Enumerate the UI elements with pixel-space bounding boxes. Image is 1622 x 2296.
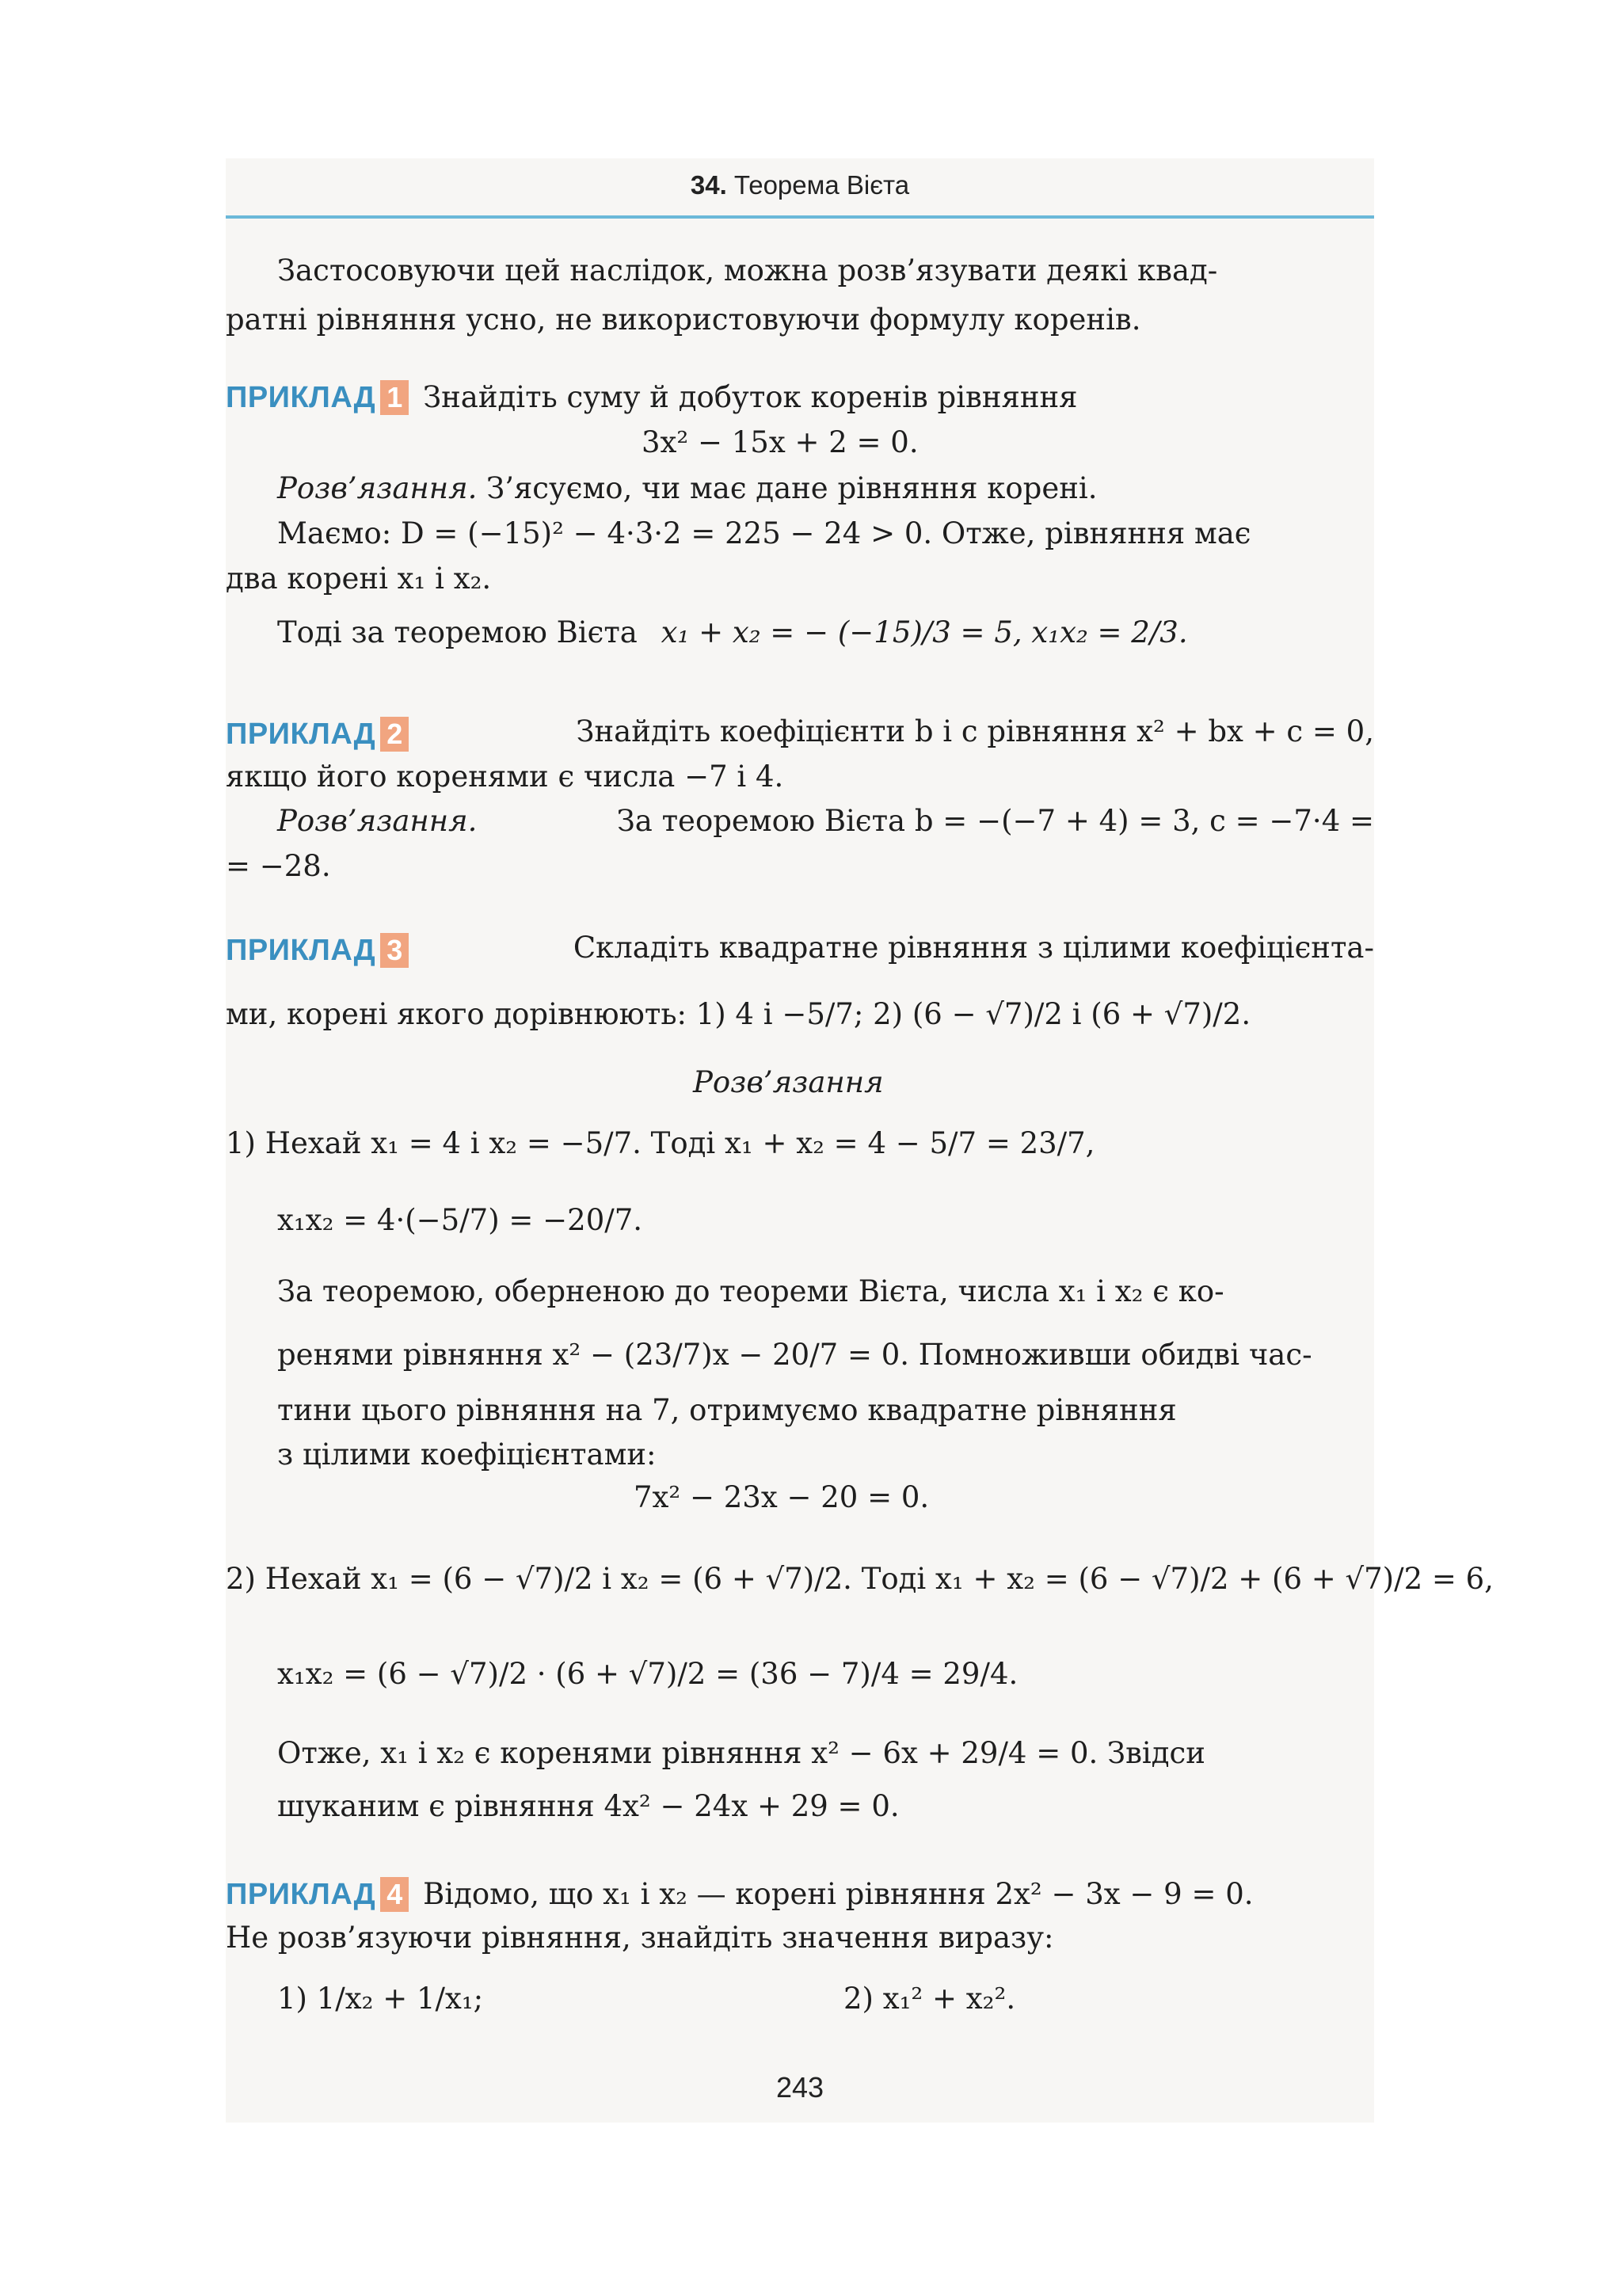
part-1-line-6: з цілими коефіцієнтами:	[277, 1437, 657, 1472]
example-4-task: Відомо, що x₁ і x₂ — корені рівняння 2x² − 3x − 9 = 0.	[423, 1877, 1254, 1911]
example-4-item-1: 1) 1/x₂ + 1/x₁;	[277, 1982, 484, 2016]
example-label: ПРИКЛАД	[226, 934, 376, 967]
vieta-formulas: x₁ + x₂ = − (−15)/3 = 5, x₁x₂ = 2/3.	[661, 615, 1188, 649]
part-1-line-3: За теоремою, оберненою до теореми Вієта, числа x₁ і x₂ є ко-	[277, 1274, 1224, 1308]
part-2-line-1: 2) Нехай x₁ = (6 − √7)/2 і x₂ = (6 + √7)/2. Тоді x₁ + x₂ = (6 − √7)/2 + (6 + √7)/2 = 6,	[226, 1562, 1494, 1596]
example-2-solution: Розв’язання. За теоремою Вієта b = −(−7 + 4) = 3, c = −7·4 =	[277, 804, 1374, 838]
part-2-line-3: Отже, x₁ і x₂ є коренями рівняння x² − 6x + 29/4 = 0. Звідси	[277, 1736, 1205, 1770]
part-1-line-5: тини цього рівняння на 7, отримуємо квадратне рівняння	[277, 1393, 1177, 1427]
example-2-heading	[226, 714, 1374, 752]
section-number: 34.	[690, 170, 727, 200]
part-1-equation: 7x² − 23x − 20 = 0.	[634, 1480, 930, 1514]
example-number-badge: 2	[380, 717, 409, 752]
example-label: ПРИКЛАД	[226, 718, 376, 751]
example-1-line-5: Тоді за теоремою Вієта x₁ + x₂ = − (−15)/3 = 5, x₁x₂ = 2/3.	[277, 615, 1188, 649]
part-1-line-1: 1) Нехай x₁ = 4 і x₂ = −5/7. Тоді x₁ + x₂ = 4 − 5/7 = 23/7,	[226, 1126, 1095, 1160]
intro-line-1: Застосовуючи цей наслідок, можна розв’язувати деякі квад-	[277, 253, 1218, 287]
example-4-heading	[226, 1877, 1254, 1912]
example-4-item-2: 2) x₁² + x₂².	[843, 1982, 1016, 2016]
example-label: ПРИКЛАД	[226, 381, 376, 414]
example-label: ПРИКЛАД	[226, 1878, 376, 1911]
example-number-badge: 1	[380, 380, 409, 415]
example-2-line-4: = −28.	[226, 849, 331, 883]
example-1-solution: Розв’язання. З’ясуємо, чи має дане рівняння корені.	[277, 471, 1098, 505]
section-title: Теорема Вієта	[733, 170, 910, 200]
running-header	[226, 170, 1374, 200]
example-1-line-4: два корені x₁ і x₂.	[226, 562, 492, 596]
example-3-task: Складіть квадратне рівняння з цілими коефіцієнта-	[573, 931, 1374, 965]
example-2-line-2: якщо його коренями є числа −7 і 4.	[226, 760, 784, 794]
header-rule	[226, 215, 1374, 219]
example-1-task: Знайдіть суму й добуток коренів рівняння	[423, 380, 1078, 414]
intro-line-2: ратні рівняння усно, не використовуючи формулу коренів.	[226, 303, 1141, 337]
example-number-badge: 3	[380, 933, 409, 968]
page-number: 243	[775, 2071, 824, 2104]
solution-title: Розв’язання.	[277, 471, 478, 505]
example-3-heading	[226, 933, 1374, 968]
example-2-task: Знайдіть коефіцієнти b і c рівняння x² + bx + c = 0,	[576, 714, 1374, 748]
part-1-line-4: ренями рівняння x² − (23/7)x − 20/7 = 0. Помноживши обидві час-	[277, 1338, 1312, 1372]
solution-title: Розв’язання.	[277, 804, 478, 838]
example-3-line-2: ми, корені якого дорівнюють: 1) 4 і −5/7; 2) (6 − √7)/2 і (6 + √7)/2.	[226, 997, 1251, 1031]
example-1-heading	[226, 380, 1078, 415]
example-number-badge: 4	[380, 1877, 409, 1912]
part-2-line-2: x₁x₂ = (6 − √7)/2 · (6 + √7)/2 = (36 − 7)/4 = 29/4.	[277, 1657, 1019, 1691]
example-4-line-2: Не розв’язуючи рівняння, знайдіть значення виразу:	[226, 1921, 1054, 1955]
part-1-line-2: x₁x₂ = 4·(−5/7) = −20/7.	[277, 1203, 643, 1237]
part-2-line-4: шуканим є рівняння 4x² − 24x + 29 = 0.	[277, 1789, 900, 1823]
example-1-line-3: Маємо: D = (−15)² − 4·3·2 = 225 − 24 > 0. Отже, рівняння має	[277, 516, 1251, 550]
solution-heading: Розв’язання	[693, 1065, 884, 1099]
example-1-equation: 3x² − 15x + 2 = 0.	[642, 425, 919, 459]
